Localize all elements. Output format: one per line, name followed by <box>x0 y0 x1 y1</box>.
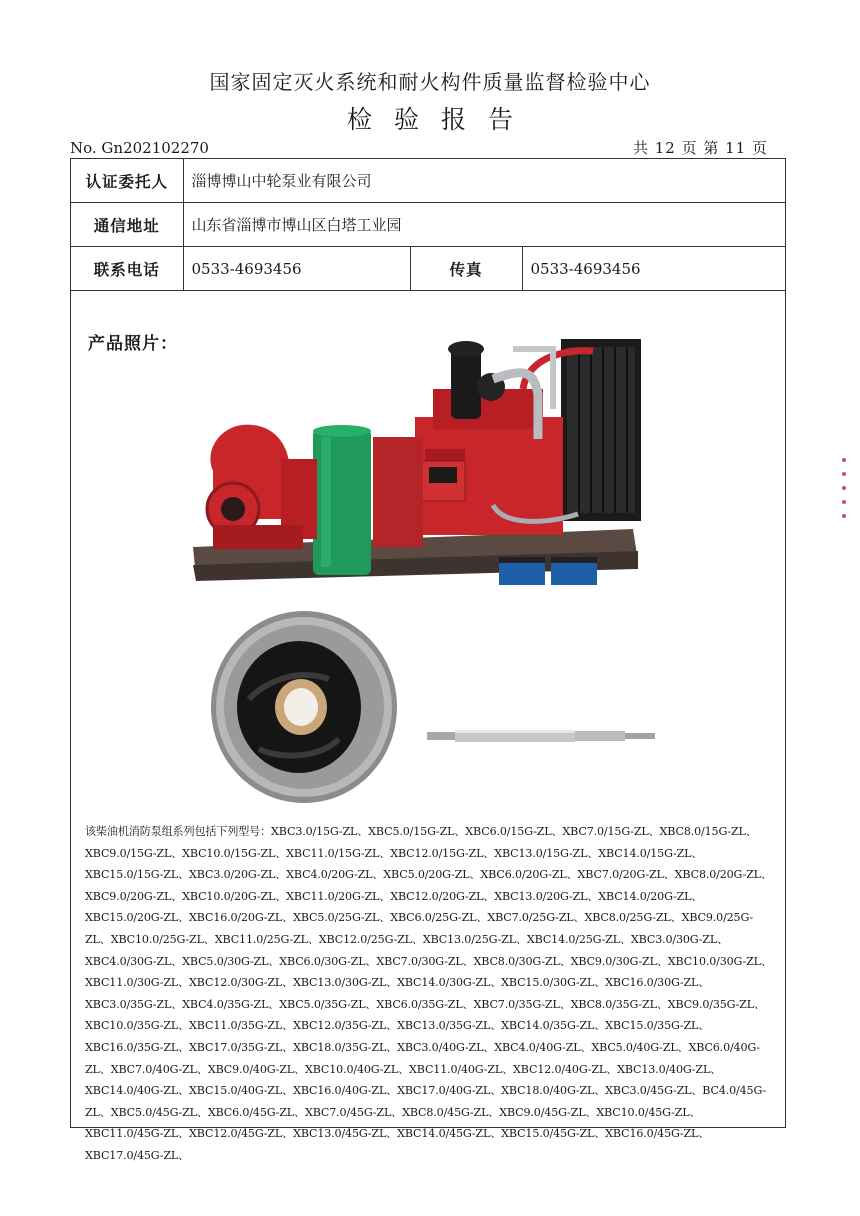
report-title: 检验报告 <box>346 105 535 134</box>
page-info: 共 12 页 第 11 页 <box>632 139 768 157</box>
phone-label: 联系电话 <box>71 247 183 291</box>
seal-mark <box>842 448 852 528</box>
fax-label: 传真 <box>410 247 522 291</box>
address-label: 通信地址 <box>71 203 183 247</box>
model-list-paragraph: 该柴油机消防泵组系列包括下列型号：XBC3.0/15G-ZL、XBC5.0/15G-ZL、XBC6.0/15G-ZL、XBC7.0/15G-ZL、XBC8.0/15G-ZL、XBC9.0/15G-ZL、XBC10.0/15G-ZL、XBC11.0/15G-ZL、XBC12.0/15G-ZL、XBC13.0/15G-ZL、XBC14.0/15G-ZL、XBC15.0/15G-ZL、XBC3.0/20G-ZL、XBC4.0/20G-ZL、XBC5.0/20G-ZL、XBC6.0/20G-ZL、XBC7.0/20G-ZL、XBC8.0/20G-ZL、XBC9.0/20G-ZL、XBC10.0/20G-ZL、XBC11.0/20G-ZL、XBC12.0/20G-ZL、XBC13.0/20G-ZL、XBC14.0/20G-ZL、XBC15.0/20G-ZL、XBC16.0/20G-ZL、XBC5.0/25G-ZL、XBC6.0/25G-ZL、XBC7.0/25G-ZL、XBC8.0/25G-ZL、XBC9.0/25G-ZL、XBC10.0/25G-ZL、XBC11.0/25G-ZL、XBC12.0/25G-ZL、XBC13.0/25G-ZL、XBC14.0/25G-ZL、XBC3.0/30G-ZL、XBC4.0/30G-ZL、XBC5.0/30G-ZL、XBC6.0/30G-ZL、XBC7.0/30G-ZL、XBC8.0/30G-ZL、XBC9.0/30G-ZL、XBC10.0/30G-ZL、XBC11.0/30G-ZL、XBC12.0/30G-ZL、XBC13.0/30G-ZL、XBC14.0/30G-ZL、XBC15.0/30G-ZL、XBC16.0/30G-ZL、XBC3.0/35G-ZL、XBC4.0/35G-ZL、XBC5.0/35G-ZL、XBC6.0/35G-ZL、XBC7.0/35G-ZL、XBC8.0/35G-ZL、XBC9.0/35G-ZL、XBC10.0/35G-ZL、XBC11.0/35G-ZL、XBC12.0/35G-ZL、XBC13.0/35G-ZL、XBC14.0/35G-ZL、XBC15.0/35G-ZL、XBC16.0/35G-ZL、XBC17.0/35G-ZL、XBC18.0/35G-ZL、XBC3.0/40G-ZL、XBC4.0/40G-ZL、XBC5.0/40G-ZL、XBC6.0/40G-ZL、XBC7.0/40G-ZL、XBC9.0/40G-ZL、XBC10.0/40G-ZL、XBC11.0/40G-ZL、XBC12.0/40G-ZL、XBC13.0/40G-ZL、XBC14.0/40G-ZL、XBC15.0/40G-ZL、XBC16.0/40G-ZL、XBC17.0/40G-ZL、XBC18.0/40G-ZL、XBC3.0/45G-ZL、BC4.0/45G-ZL、XBC5.0/45G-ZL、XBC6.0/45G-ZL、XBC7.0/45G-ZL、XBC8.0/45G-ZL、XBC9.0/45G-ZL、XBC10.0/45G-ZL、XBC11.0/45G-ZL、XBC12.0/45G-ZL、XBC13.0/45G-ZL、XBC14.0/45G-ZL、XBC15.0/45G-ZL、XBC16.0/45G-ZL、XBC17.0/45G-ZL、 <box>85 825 772 1162</box>
info-table <box>71 159 785 291</box>
address-row <box>71 203 785 247</box>
report-number: No. Gn202102270 <box>70 139 209 157</box>
client-value: 淄博博山中轮泵业有限公司 <box>183 159 785 203</box>
organization-name: 国家固定灭火系统和耐火构件质量监督检验中心 <box>209 70 651 94</box>
pump-shaft-photo <box>427 724 657 748</box>
phone-fax-row <box>71 247 785 291</box>
diesel-fire-pump-photo <box>193 329 643 599</box>
address-value: 山东省淄博市博山区白塔工业园 <box>183 203 785 247</box>
report-sheet <box>70 158 786 1162</box>
phone-value: 0533-4693456 <box>183 247 410 291</box>
client-label: 认证委托人 <box>71 159 183 203</box>
fax-value: 0533-4693456 <box>522 247 785 291</box>
photo-section-label: 产品照片： <box>88 334 178 354</box>
impeller-photo <box>209 609 399 809</box>
client-row <box>71 159 785 203</box>
